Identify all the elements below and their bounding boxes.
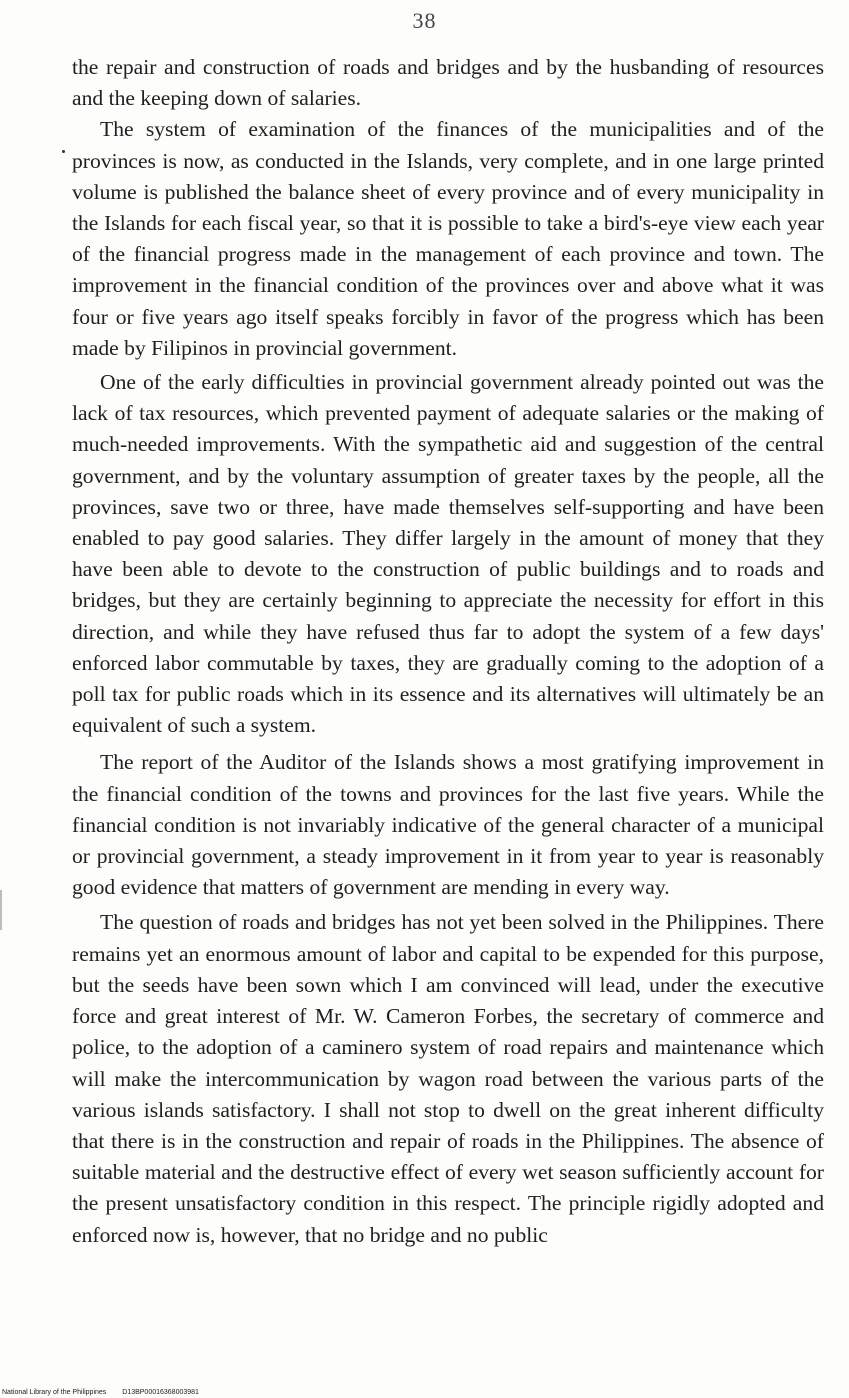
footer-identifier: D13BP00016368003981	[122, 1389, 199, 1396]
page-number: 38	[412, 8, 437, 33]
paragraph-tax-resources: One of the early difficulties in provincial government already pointed out was the lack of tax resources, which prevented payment of adequate salaries or the making of much-needed improvements. With the sympathetic aid and suggestion of the central government, and by the voluntary assumption of greater taxes by the people, all the provinces, save two or three, have made themselves self-supporting and have been enabled to pay good salaries. They differ largely in the amount of money that they have been able to devote to the construction of public buildings and to roads and bridges, but they are certainly beginning to appreciate the necessity for effort in this direction, and while they have refused thus far to adopt the system of a few days' enforced labor commutable by taxes, they are gradually coming to the adoption of a poll tax for public roads which in its essence and its alternatives will ultimately be an equivalent of such a system.	[72, 370, 824, 738]
scan-edge-mark	[0, 890, 2, 930]
paragraph-continuation: the repair and construction of roads and bridges and by the husbanding of resources and the keeping down of salaries.	[72, 55, 824, 111]
paragraph-auditor-report: The report of the Auditor of the Islands shows a most gratifying improvement in the financial condition of the towns and provinces for the last five years. While the financial condition is not invariably indicative of the general character of a municipal or provincial government, a steady improvement in it from year to year is reasonably good evidence that matters of government are mending in every way.	[72, 750, 824, 900]
body-text	[72, 52, 824, 1251]
scan-footer	[2, 1389, 213, 1396]
footer-institution: National Library of the Philippines	[2, 1389, 107, 1396]
paragraph-finance-examination: The system of examination of the finances of the municipalities and of the provinces is now, as conducted in the Islands, very complete, and in one large printed volume is published the balance sheet of every province and of every municipality in the Islands for each fiscal year, so that it is possible to take a bird's-eye view each year of the financial progress made in the management of each province and town. The improvement in the financial condition of the provinces over and above what it was four or five years ago itself speaks forcibly in favor of the progress which has been made by Filipinos in provincial government.	[72, 117, 824, 360]
scan-speck	[62, 150, 65, 153]
paragraph-roads-bridges: The question of roads and bridges has not yet been solved in the Philippines. There remains yet an enormous amount of labor and capital to be expended for this purpose, but the seeds have been sown which I am convinced will lead, under the executive force and great interest of Mr. W. Cameron Forbes, the secretary of commerce and police, to the adoption of a caminero system of road repairs and maintenance which will make the intercommunication by wagon road between the various parts of the various islands satisfactory. I shall not stop to dwell on the great inherent difficulty that there is in the construction and repair of roads in the Philippines. The absence of suitable material and the destructive effect of every wet season sufficiently account for the present unsatisfactory condition in this respect. The principle rigidly adopted and enforced now is, however, that no bridge and no public	[72, 910, 824, 1247]
